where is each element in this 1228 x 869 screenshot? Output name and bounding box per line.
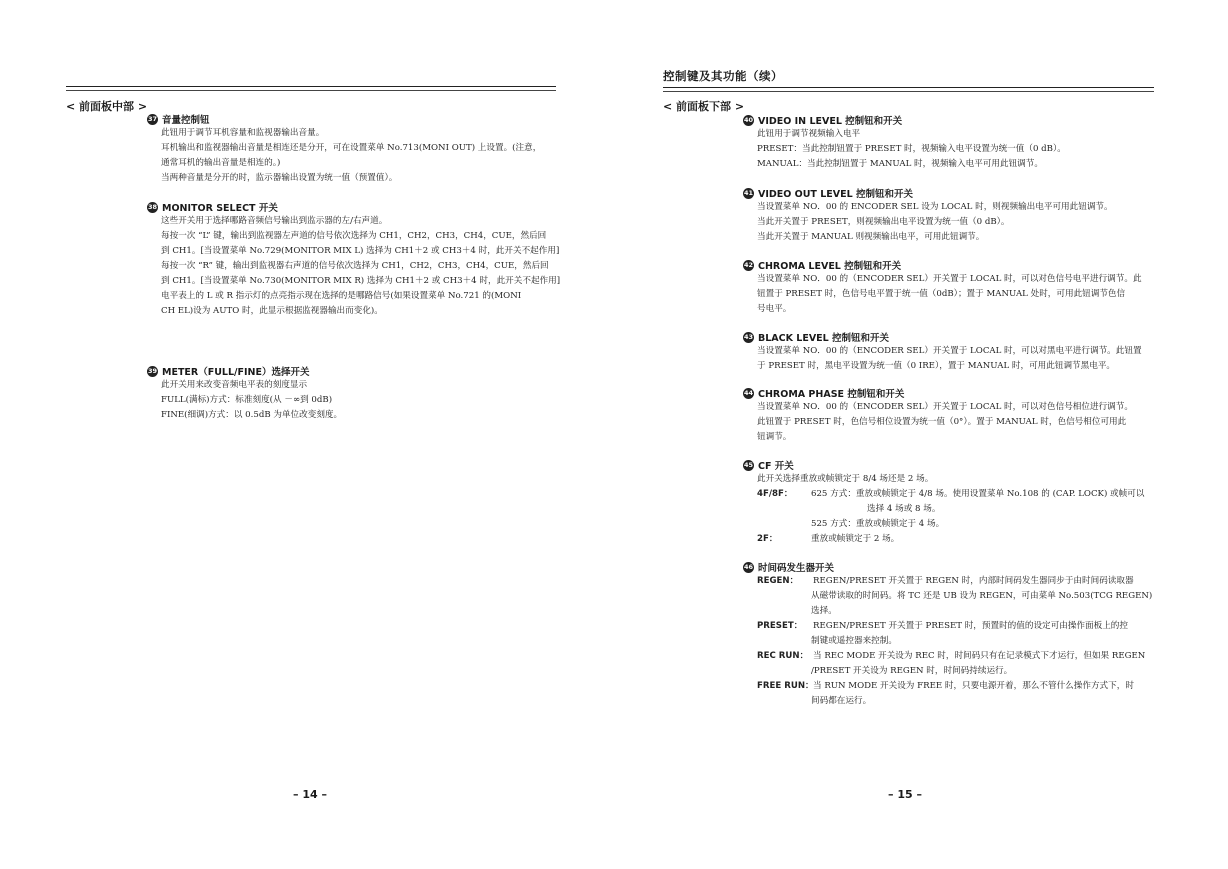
page-header-title: 控制键及其功能（续） bbox=[663, 69, 783, 83]
item-chroma-level bbox=[743, 258, 1142, 317]
definition-row: 4F/8F： 625 方式：重放或帧锁定于 4/8 场。使用设置菜单 No.108 的 (CAP. LOCK) 或帧可以 bbox=[757, 487, 1144, 502]
item-number-badge: 46 bbox=[743, 563, 754, 571]
item-description: 此钮用于调节视频输入电平 PRESET：当此控制钮置于 PRESET 时，视频输入电平设置为统一值（0 dB）。 MANUAL：当此控制钮置于 MANUAL 时，视频输入电平可用此钮调节。 bbox=[757, 129, 1066, 169]
top-rule bbox=[663, 87, 1154, 88]
definition-term: PRESET： bbox=[757, 621, 803, 631]
item-cf-switch bbox=[743, 458, 1144, 547]
item-title: CHROMA LEVEL 控制钮和开关 bbox=[758, 261, 902, 272]
item-number-badge: 44 bbox=[743, 389, 754, 397]
item-description: 当设置菜单 NO．00 的（ENCODER SEL）开关置于 LOCAL 时，可以对黑电平进行调节。此钮置 于 PRESET 时，黑电平设置为统一值（0 IRE），置于 MANUAL 时，可用此钮调节黑电平。 bbox=[757, 346, 1142, 371]
item-title: VIDEO OUT LEVEL 控制钮和开关 bbox=[758, 189, 913, 200]
item-description: 当设置菜单 NO．00 的（ENCODER SEL）开关置于 LOCAL 时，可以对色信号电平进行调节。此 钮置于 PRESET 时，色信号电平置于统一值（0dB）；置于 MANUAL 处时，可用此钮调节色信 号电平。 bbox=[757, 274, 1142, 314]
definition-term: FREE RUN： bbox=[757, 681, 814, 691]
item-black-level bbox=[743, 330, 1142, 374]
item-title: BLACK LEVEL 控制钮和开关 bbox=[758, 333, 890, 344]
item-title: VIDEO IN LEVEL 控制钮和开关 bbox=[758, 116, 903, 127]
item-title: METER（FULL/FINE）选择开关 bbox=[162, 367, 310, 378]
definition-term: REC RUN： bbox=[757, 651, 809, 661]
item-number-badge: 38 bbox=[147, 203, 158, 211]
item-chroma-phase bbox=[743, 386, 1133, 445]
item-title: 时间码发生器开关 bbox=[758, 563, 835, 574]
item-title: 音量控制钮 bbox=[162, 115, 210, 126]
section-heading: < 前面板中部 > bbox=[66, 100, 148, 113]
definition-term: 4F/8F： bbox=[757, 489, 793, 499]
item-description: 当设置菜单 NO．00 的 ENCODER SEL 设为 LOCAL 时，则视频输出电平可用此钮调节。 当此开关置于 PRESET，则视频输出电平设置为统一值（0 dB）。 当此开关置于 MANUAL 则视频输出电平，可用此钮调节。 bbox=[757, 202, 1113, 242]
top-rule-thin bbox=[663, 91, 1154, 92]
item-number-badge: 40 bbox=[743, 116, 754, 124]
item-monitor-select bbox=[147, 200, 560, 319]
page-number: – 14 – bbox=[293, 788, 327, 801]
item-title: MONITOR SELECT 开关 bbox=[162, 203, 278, 214]
definition-term: REGEN： bbox=[757, 576, 799, 586]
definition-row: FREE RUN： 当 RUN MODE 开关设为 FREE 时，只要电源开着，那么不管什么操作方式下，时 bbox=[757, 679, 1152, 694]
item-number-badge: 41 bbox=[743, 189, 754, 197]
top-rule bbox=[66, 86, 556, 87]
item-video-out-level bbox=[743, 186, 1113, 245]
item-timecode-generator bbox=[743, 560, 1152, 709]
definition-row: 2F： 重放或帧锁定于 2 场。 bbox=[757, 532, 1144, 547]
definition-term: 2F： bbox=[757, 534, 778, 544]
definition-row: REGEN： REGEN/PRESET 开关置于 REGEN 时，内部时间码发生器同步于由时间码读取器 bbox=[757, 574, 1152, 589]
item-title: CF 开关 bbox=[758, 461, 794, 472]
item-number-badge: 39 bbox=[147, 367, 158, 375]
top-rule-thin bbox=[66, 90, 556, 91]
item-number-badge: 43 bbox=[743, 333, 754, 341]
item-number-badge: 42 bbox=[743, 261, 754, 269]
item-description: 此开关选择重放或帧锁定于 8/4 场还是 2 场。 4F/8F： 625 方式：重放或帧锁定于 4/8 场。使用设置菜单 No.108 的 (CAP. LOCK) 或帧可以 选择 4 场或 8 场。 525 方式：重放或帧锁定于 4 场。 2F： 重放或帧锁定于 2 场。 bbox=[757, 472, 1144, 547]
right-page bbox=[614, 0, 1228, 869]
item-description: REGEN： REGEN/PRESET 开关置于 REGEN 时，内部时间码发生器同步于由时间码读取器 从磁带读取的时间码。将 TC 还是 UB 设为 REGEN，可由菜单 No.503(TCG REGEN) 选择。 PRESET： REGEN/PRESET 开关置于 PRESET 时，预置时的值的设定可由操作面板上的控 制键或遥控器来控制。 REC RUN： 当 REC MODE 开关设为 REC 时，时间码只有在记录模式下才运行，但如果 REGEN /PRESET 开关设为 REGEN 时，时间码持续运行。 FREE RUN： 当 RUN MODE 开关设为 FREE 时，只要电源开着，那么不管什么操作方式下，时 间码都在运行。 bbox=[757, 576, 1153, 706]
item-number-badge: 45 bbox=[743, 461, 754, 469]
item-description: 此钮用于调节耳机容量和监视器输出音量。 耳机输出和监视器输出音量是相连还是分开，可在设置菜单 No.713(MONI OUT) 上设置。(注意， 通常耳机的输出音量是相连的。) 当两种音量是分开的时，监示器输出设置为统一值（预置值）。 bbox=[161, 128, 542, 183]
item-description: 此开关用来改变音频电平表的刻度显示 FULL(满标)方式：标准刻度(从 －∞到 0dB) FINE(细调)方式：以 0.5dB 为单位改变刻度。 bbox=[161, 380, 343, 420]
page-number: – 15 – bbox=[888, 788, 922, 801]
item-number-badge: 37 bbox=[147, 115, 158, 123]
item-title: CHROMA PHASE 控制钮和开关 bbox=[758, 389, 905, 400]
definition-row: REC RUN： 当 REC MODE 开关设为 REC 时，时间码只有在记录模式下才运行，但如果 REGEN bbox=[757, 649, 1152, 664]
item-description: 这些开关用于选择哪路音频信号输出到监示器的左/右声道。 每按一次 “L” 键，输出到监视器左声道的信号依次选择为 CH1，CH2，CH3，CH4，CUE，然后回 到 CH1。[当设置菜单 No.729(MONITOR MIX L) 选择为 CH1＋2 或 CH3＋4 时，此开关不起作用] 每按一次 “R” 键，输出到监视器右声道的信号依次选择为 CH1，CH2，CH3，CH4，CUE，然后回 到 CH1。[当设置菜单 No.730(MONITOR MIX R) 选择为 CH1＋2 或 CH3＋4 时，此开关不起作用] 电平表上的 L 或 R 指示灯的点亮指示现在选择的是哪路信号(如果设置菜单 No.721 的(MONI CH EL)设为 AUTO 时，此显示根据监视器输出而变化)。 bbox=[161, 216, 561, 316]
item-volume-control bbox=[147, 112, 541, 186]
section-heading: < 前面板下部 > bbox=[663, 100, 745, 113]
item-video-in-level bbox=[743, 113, 1066, 172]
definition-row: PRESET： REGEN/PRESET 开关置于 PRESET 时，预置时的值的设定可由操作面板上的控 bbox=[757, 619, 1152, 634]
item-meter-select bbox=[147, 364, 342, 423]
item-description: 当设置菜单 NO．00 的（ENCODER SEL）开关置于 LOCAL 时，可以对色信号相位进行调节。 此钮置于 PRESET 时，色信号相位设置为统一值（0°）。置于 MANUAL 时，色信号相位可用此 钮调节。 bbox=[757, 402, 1133, 442]
